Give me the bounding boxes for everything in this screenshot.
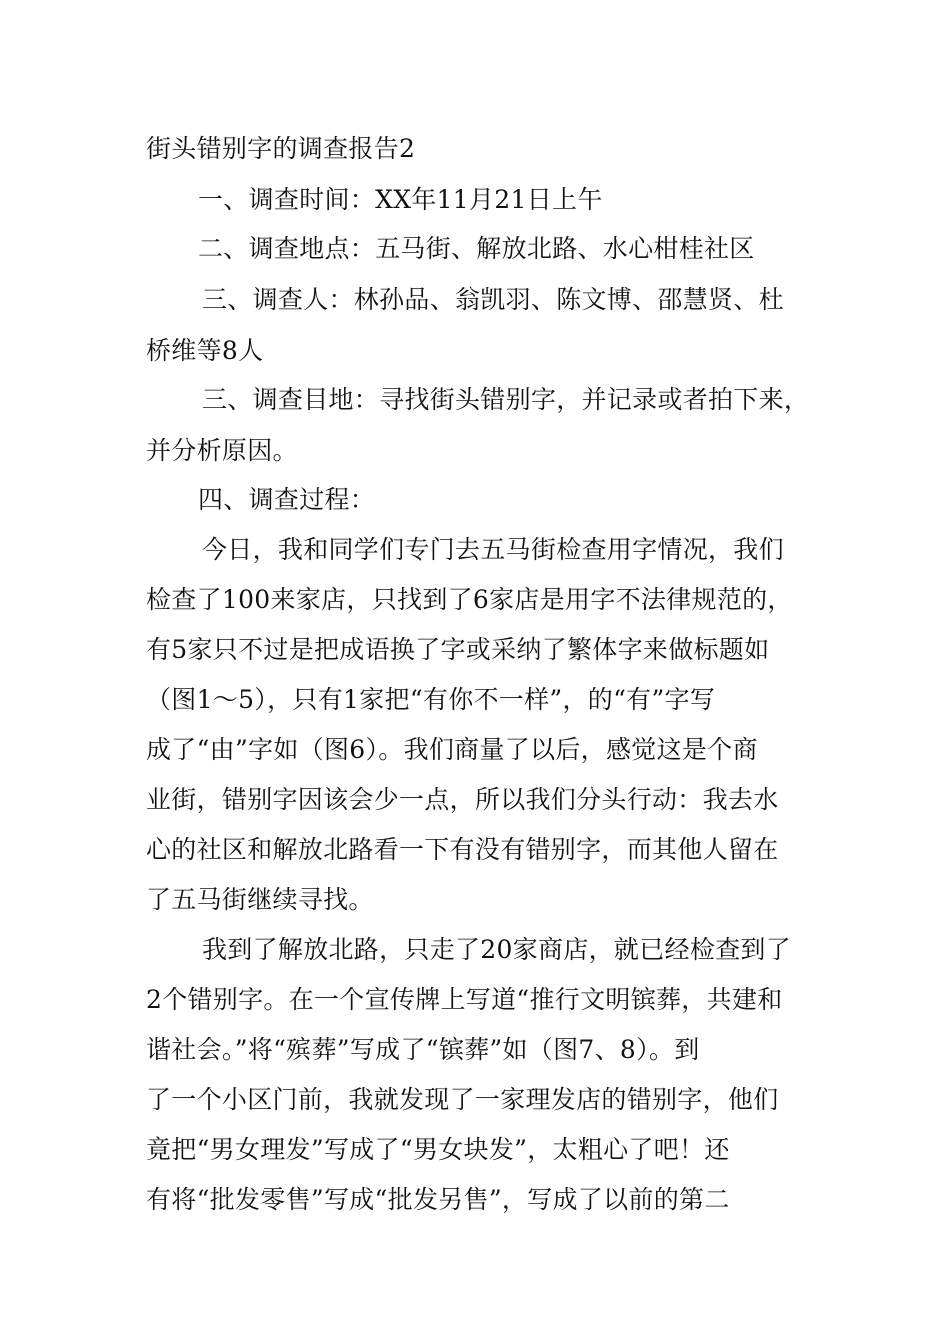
- paragraph-line: 三、调查人：林孙品、翁凯羽、陈文博、邵慧贤、杜: [202, 285, 784, 314]
- paragraph-line: 了一个小区门前，我就发现了一家理发店的错别字，他们: [146, 1085, 779, 1114]
- paragraph-line: 有5家只不过是把成语换了字或采纳了繁体字来做标题如: [146, 635, 770, 664]
- paragraph-line: 桥维等8人: [146, 336, 264, 365]
- paragraph-line: 三、调查目地：寻找街头错别字，并记录或者拍下来，: [202, 385, 810, 414]
- paragraph-line: 今日，我和同学们专门去五马街检查用字情况，我们: [202, 535, 784, 564]
- paragraph-line: 检查了100来家店，只找到了6家店是用字不法律规范的，: [146, 585, 793, 614]
- paragraph-line: 并分析原因。: [146, 436, 298, 465]
- paragraph-line: 2个错别字。在一个宣传牌上写道“推行文明镔葬，共建和: [146, 985, 783, 1014]
- paragraph-line: 成了“由”字如（图6）。我们商量了以后，感觉这是个商: [146, 735, 758, 764]
- paragraph-line: 一、调查时间：XX年11月21日上午: [198, 185, 603, 214]
- document-title: 街头错别字的调查报告2: [146, 134, 416, 163]
- paragraph-line: 了五马街继续寻找。: [146, 885, 374, 914]
- paragraph-line: 竟把“男女理发”写成了“男女块发”，太粗心了吧！还: [146, 1135, 730, 1164]
- paragraph-line: 二、调查地点：五马街、解放北路、水心柑桂社区: [198, 234, 755, 263]
- paragraph-line: 我到了解放北路，只走了20家商店，就已经检查到了: [202, 935, 792, 964]
- paragraph-line: 心的社区和解放北路看一下有没有错别字，而其他人留在: [146, 835, 779, 864]
- paragraph-line: 四、调查过程：: [198, 485, 376, 514]
- paragraph-line: （图1～5），只有1家把“有你不一样”，的“有”字写: [146, 685, 716, 714]
- paragraph-line: 业街，错别字因该会少一点，所以我们分头行动：我去水: [146, 785, 779, 814]
- paragraph-line: 有将“批发零售”写成“批发另售”，写成了以前的第二: [146, 1185, 730, 1214]
- paragraph-line: 谐社会。”将“殡葬”写成了“镔葬”如（图7、8）。到: [146, 1035, 700, 1064]
